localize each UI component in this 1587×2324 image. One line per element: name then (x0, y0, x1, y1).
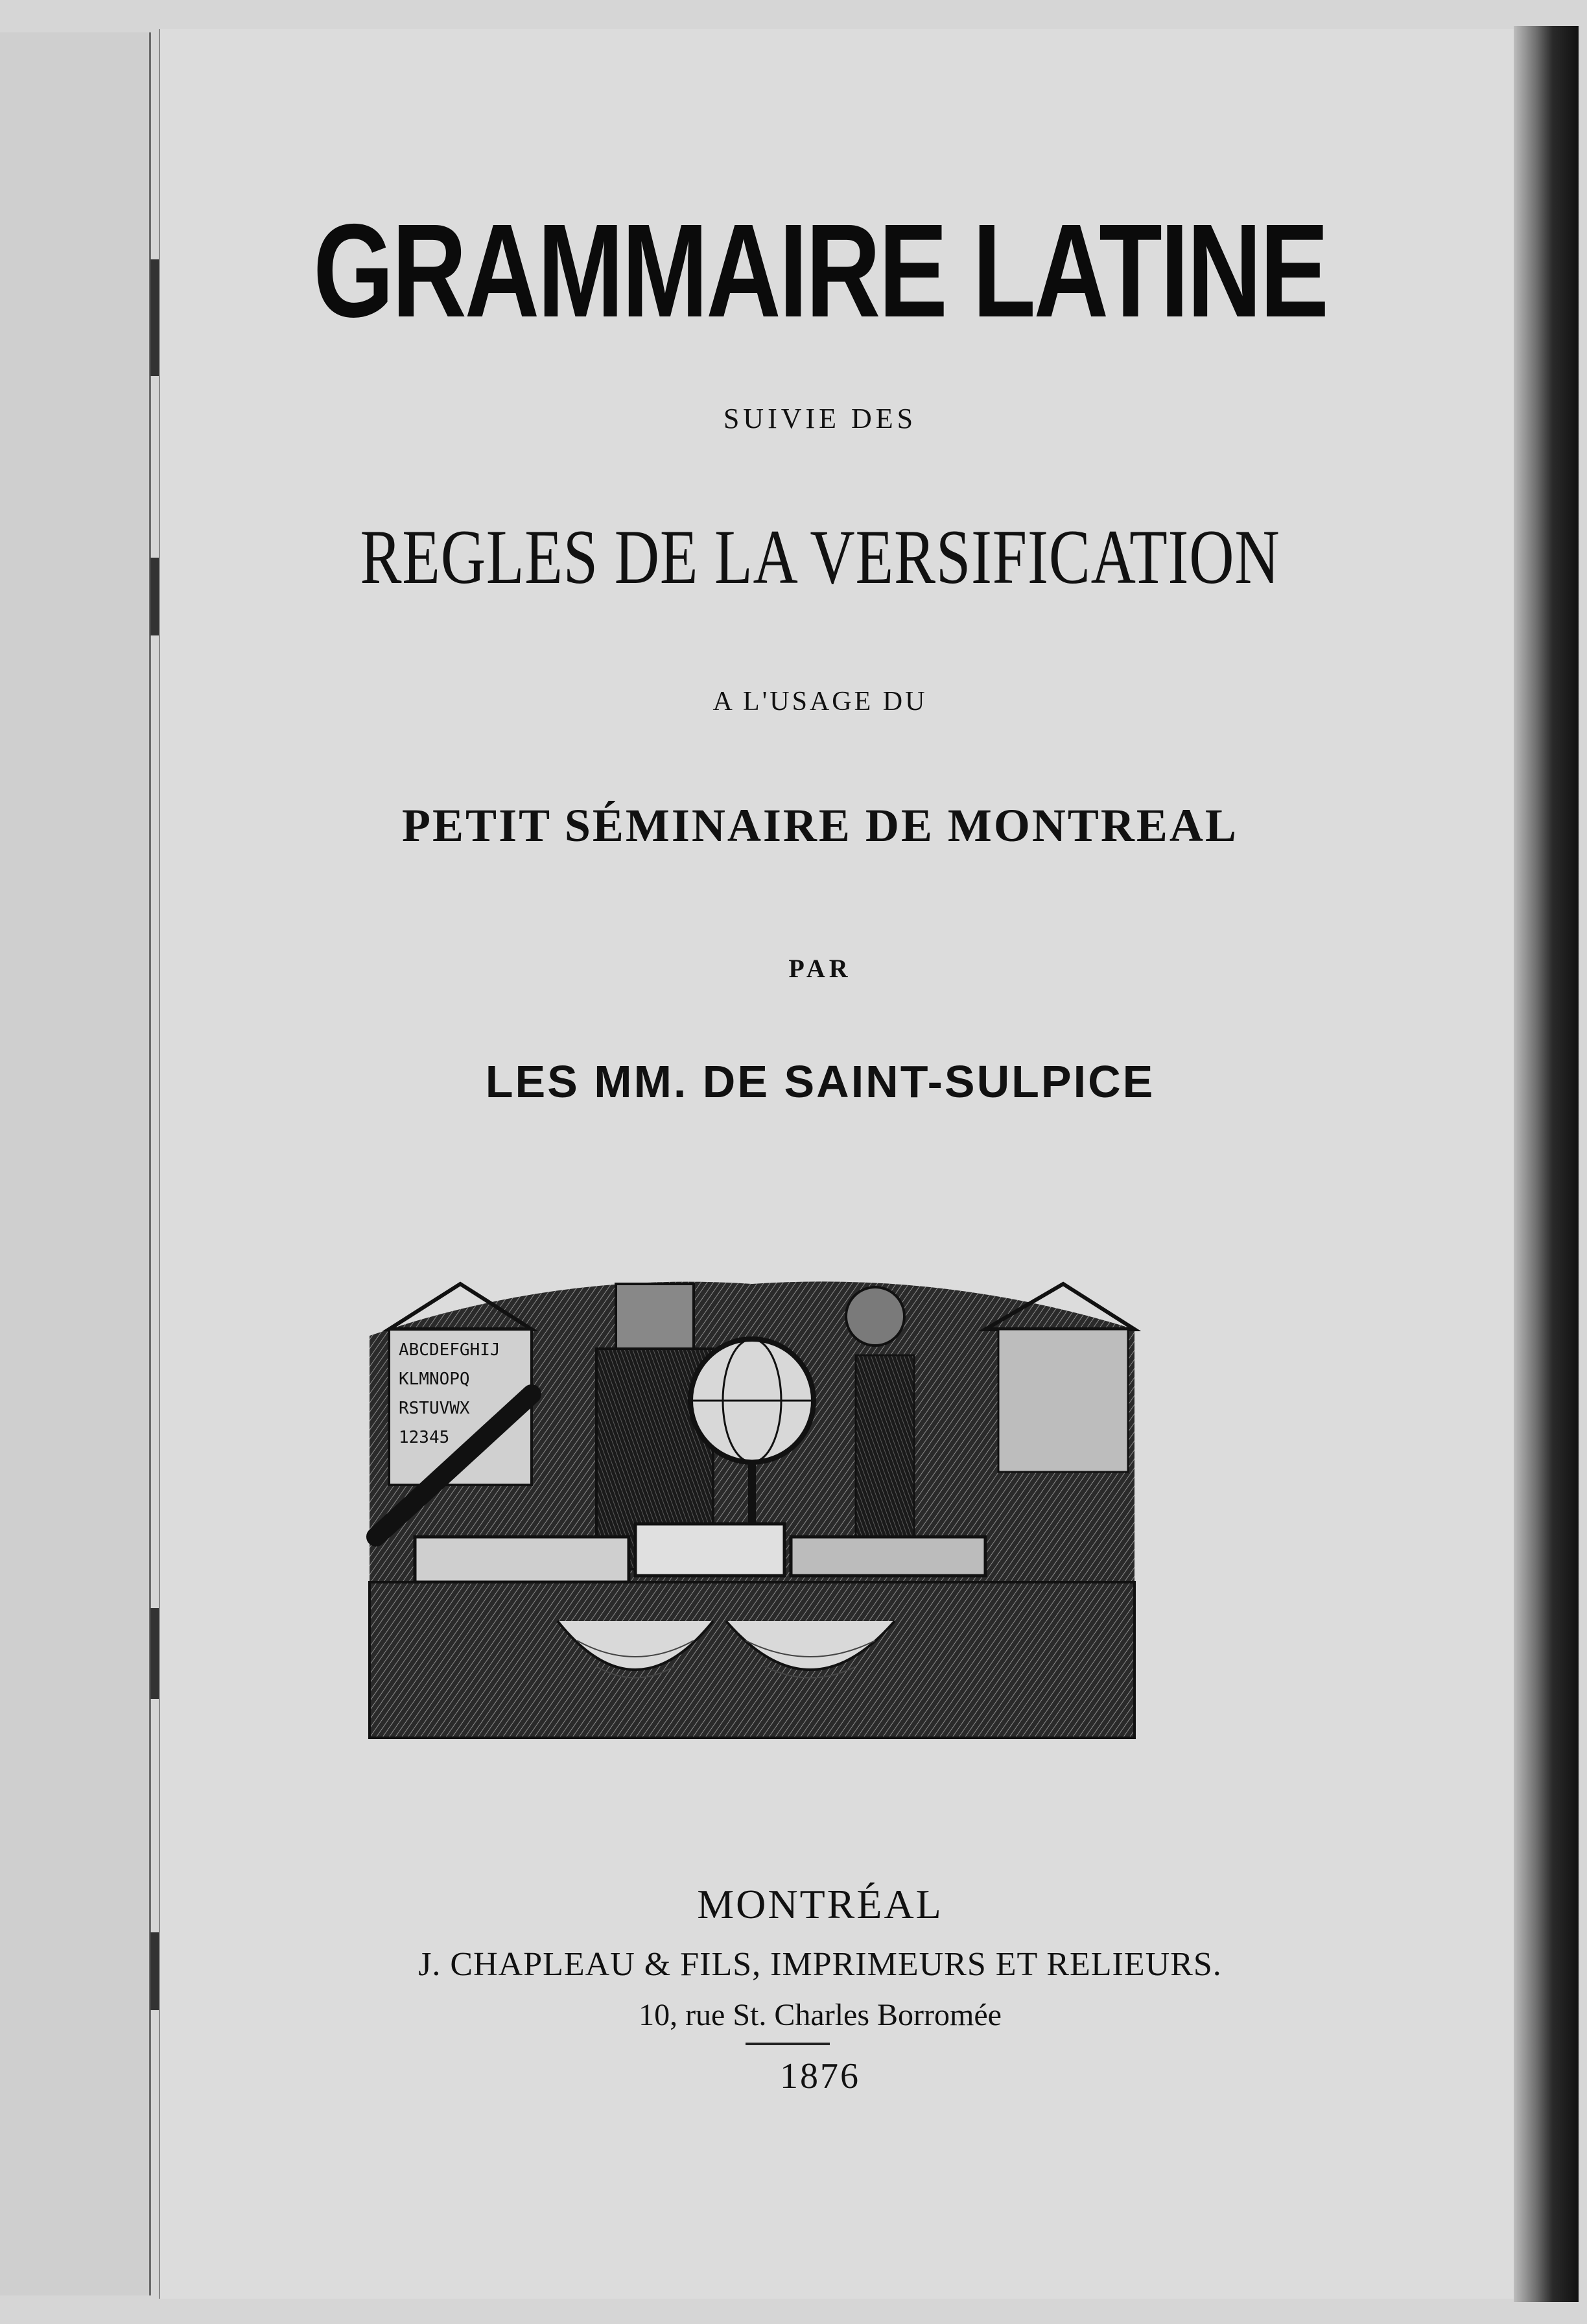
imprint-address: 10, rue St. Charles Borromée (639, 1998, 1002, 2032)
left-page-fragment (0, 32, 151, 2295)
binding-stitch (150, 1932, 159, 2010)
imprint-printer: J. CHAPLEAU & FILS, IMPRIMEURS ET RELIEURS. (418, 1946, 1222, 1983)
authors: LES MM. DE SAINT-SULPICE (485, 1056, 1155, 1107)
board-line: 12345 (399, 1428, 450, 1447)
book-title: GRAMMAIRE LATINE (313, 196, 1327, 345)
binding-stitch (150, 259, 159, 376)
subtitle-connector: SUIVIE DES (723, 403, 917, 434)
board-line: ABCDEFGHIJ (399, 1340, 500, 1360)
usage-connector: A L'USAGE DU (712, 687, 928, 717)
board-line: KLMNOPQ (399, 1370, 470, 1389)
imprint-city: MONTRÉAL (697, 1881, 943, 1927)
scholarly-instruments-engraving-icon (363, 1258, 1141, 1744)
book-subtitle: REGLES DE LA VERSIFICATION (360, 514, 1280, 600)
page-edge-shadow (1514, 26, 1579, 2302)
imprint-year: 1876 (780, 2056, 860, 2096)
binding-stitch (150, 1608, 159, 1699)
board-line: RSTUVWX (399, 1399, 470, 1418)
by-connector: PAR (788, 954, 852, 983)
binding-stitch (150, 558, 159, 635)
divider-rule (746, 2043, 830, 2045)
institution-name: PETIT SÉMINAIRE DE MONTREAL (402, 800, 1238, 851)
